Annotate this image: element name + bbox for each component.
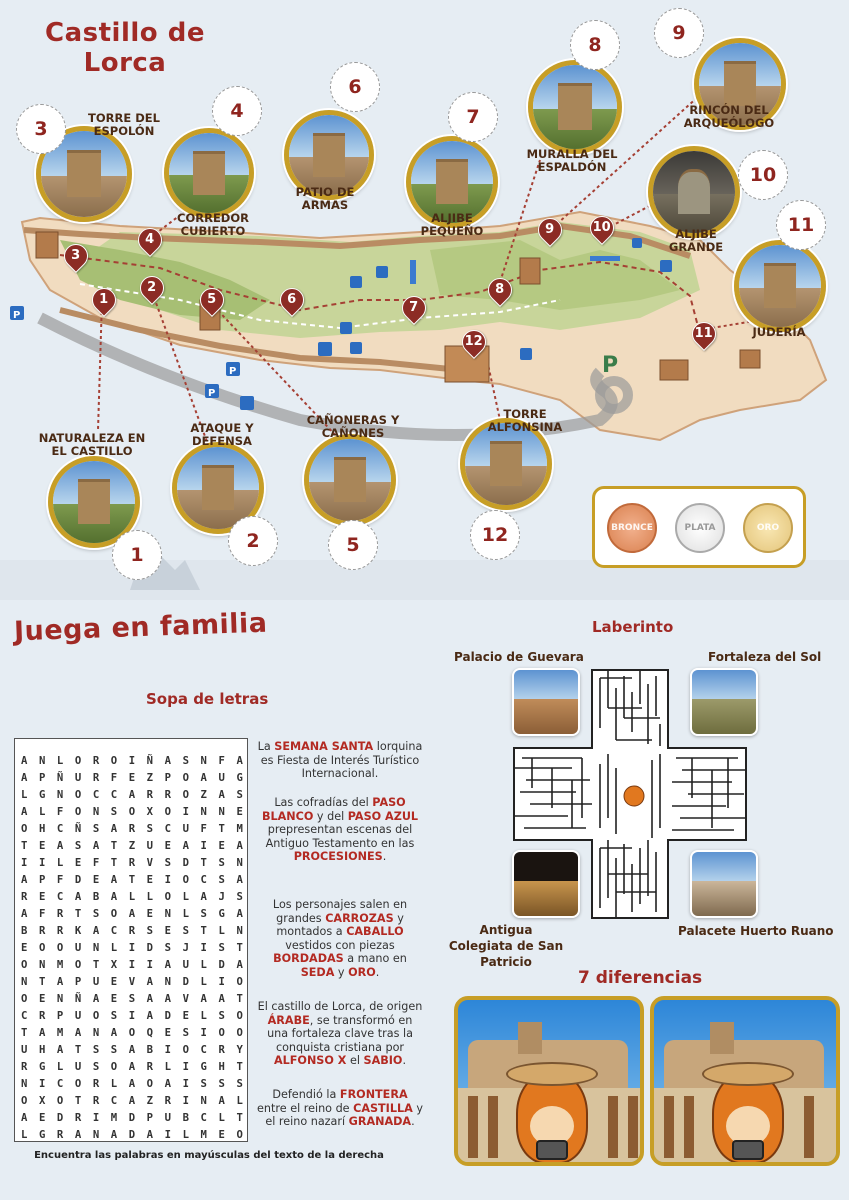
grid-row: O H C Ñ S A R S C U F T M: [21, 823, 243, 835]
grid-row: B R R K A C R S E S T L N: [21, 925, 243, 937]
grid-row: I I L E F T R V S D T S N: [21, 857, 243, 869]
grid-row: T E A S A T Z U E A I E A: [21, 840, 243, 852]
stop-label-6: PATIO DE ARMAS: [295, 185, 355, 212]
grid-row: A L F O N S O X O I N N E: [21, 806, 243, 818]
maze-label-colegiata: Antigua Colegiata de San Patricio: [448, 923, 564, 969]
grid-row: N T A P U E V A N D L I O: [21, 976, 243, 988]
stop-photo-5: [304, 434, 396, 526]
map-pin-3[interactable]: 3: [59, 239, 93, 273]
grid-row: A P Ñ U R F E Z P O A U G: [21, 772, 243, 784]
stop-label-1: NATURALEZA EN EL CASTILLO: [38, 431, 146, 458]
grid-row: C R P U O S I A D E L S O: [21, 1010, 243, 1022]
map-pin-1[interactable]: 1: [87, 283, 121, 317]
grid-row: T A M A N A O Q E S I O O: [21, 1027, 243, 1039]
stop-number-7: 7: [448, 92, 498, 142]
stop-label-5: CAÑONERAS Y CAÑONES: [306, 413, 400, 440]
medal-gold: ORO: [743, 503, 793, 553]
medal-bronze: BRONCE: [607, 503, 657, 553]
map-pin-6[interactable]: 6: [275, 283, 309, 317]
stop-number-2: 2: [228, 516, 278, 566]
map-pin-8[interactable]: 8: [483, 273, 517, 307]
stop-label-10: ALJIBE GRANDE: [668, 227, 724, 254]
grid-row: R G L U S O A R L I G H T: [21, 1061, 243, 1073]
stop-number-5: 5: [328, 520, 378, 570]
differences-image-left[interactable]: [454, 996, 644, 1166]
svg-text:P: P: [13, 310, 21, 321]
paragraph-3: Los personajes salen en grandes CARROZAS y montados a CABALLO vestidos con piezas BORDADAS a mano en SEDA y ORO.: [272, 898, 408, 979]
maze-photo-fortaleza: [690, 668, 758, 736]
svg-text:P: P: [602, 353, 619, 378]
stop-number-9: 9: [654, 8, 704, 58]
grid-row: A E D R I M D P U B C L T: [21, 1112, 243, 1124]
stop-label-9: RINCÓN DEL ARQUEÓLOGO: [683, 103, 775, 130]
grid-row: O E N Ñ A E S A A V A A T: [21, 993, 243, 1005]
map-pin-4[interactable]: 4: [133, 223, 167, 257]
differences-image-right[interactable]: [650, 996, 840, 1166]
maze-label-guevara: Palacio de Guevara: [454, 650, 584, 664]
stop-label-11: JUDERÍA: [752, 325, 806, 339]
paragraph-2: Las cofradías del PASO BLANCO y del PASO AZUL prepresentan escenas del Antiguo Testamento en las PROCESIONES.: [261, 796, 419, 864]
maze-label-fortaleza: Fortaleza del Sol: [708, 650, 822, 664]
maze-photo-colegiata: [512, 850, 580, 918]
stop-number-12: 12: [470, 510, 520, 560]
grid-row: N I C O R L A O A I S S S: [21, 1078, 243, 1090]
medals-panel: [592, 486, 806, 568]
grid-row: A P F D E A T E I O C S A: [21, 874, 243, 886]
grid-row: L G R A N A D A I L M E O: [21, 1129, 243, 1141]
paragraph-4: El castillo de Lorca, de origen ÁRABE, se transformó en una fortaleza clave tras la conquista cristiana por ALFONSO X el SABIO.: [257, 1000, 423, 1068]
map-pin-9[interactable]: 9: [533, 213, 567, 247]
grid-row: E O O U N L I D S J I S T: [21, 942, 243, 954]
stop-label-12: TORRE ALFONSINA: [487, 407, 563, 434]
maze-photo-huerto-ruano: [690, 850, 758, 918]
stop-number-11: 11: [776, 200, 826, 250]
maze-title: Laberinto: [592, 618, 674, 636]
grid-row: A N L O R O I Ñ A S N F A: [21, 755, 243, 767]
stop-number-8: 8: [570, 20, 620, 70]
medal-silver: PLATA: [675, 503, 725, 553]
differences-title: 7 diferencias: [578, 968, 703, 988]
grid-row: O N M O T X I I A U L D A: [21, 959, 243, 971]
grid-row: A F R T S O A E N L S G A: [21, 908, 243, 920]
map-pin-12[interactable]: 12: [457, 325, 491, 359]
paragraph-5: Defendió la FRONTERA entre el reino de CASTILLA y el reino nazarí GRANADA.: [257, 1088, 423, 1129]
maze-photo-guevara: [512, 668, 580, 736]
paragraph-1: La SEMANA SANTA lorquina es Fiesta de Interés Turístico Internacional.: [257, 740, 423, 781]
stop-label-2: ATAQUE Y DEFENSA: [190, 421, 254, 448]
stop-photo-10: [648, 146, 740, 238]
word-search-grid[interactable]: [14, 738, 248, 1142]
page-title: Castillo de Lorca: [45, 18, 205, 78]
grid-row: U H A T S S A B I O C R Y: [21, 1044, 243, 1056]
map-pin-5[interactable]: 5: [195, 283, 229, 317]
stop-label-3: TORRE DEL ESPOLÓN: [88, 111, 160, 138]
svg-text:P: P: [229, 366, 237, 377]
word-search-instructions: Encuentra las palabras en mayúsculas del texto de la derecha: [34, 1150, 384, 1161]
map-pin-11[interactable]: 11: [687, 317, 721, 351]
stop-photo-8: [528, 60, 622, 154]
grid-row: L G N O C C A R R O Z A S: [21, 789, 243, 801]
games-title: Juega en familia: [13, 607, 269, 648]
stop-label-4: CORREDOR CUBIERTO: [177, 211, 249, 238]
map-pin-10[interactable]: 10: [585, 211, 619, 245]
grid-row: O X O T R C A Z R I N A L: [21, 1095, 243, 1107]
word-search-title: Sopa de letras: [146, 690, 269, 708]
stop-number-3: 3: [16, 104, 66, 154]
maze-label-huerto-ruano: Palacete Huerto Ruano: [678, 924, 834, 938]
grid-row: R E C A B A L L O L A J S: [21, 891, 243, 903]
stop-number-1: 1: [112, 530, 162, 580]
stop-number-6: 6: [330, 62, 380, 112]
svg-text:P: P: [208, 388, 216, 399]
map-pin-7[interactable]: 7: [397, 291, 431, 325]
map-pin-2[interactable]: 2: [135, 271, 169, 305]
stop-number-10: 10: [738, 150, 788, 200]
stop-label-7: ALJIBE PEQUEÑO: [420, 211, 484, 238]
stop-photo-11: [734, 240, 826, 332]
stop-label-8: MURALLA DEL ESPALDÓN: [526, 147, 618, 174]
stop-number-4: 4: [212, 86, 262, 136]
stop-photo-4: [164, 128, 254, 218]
